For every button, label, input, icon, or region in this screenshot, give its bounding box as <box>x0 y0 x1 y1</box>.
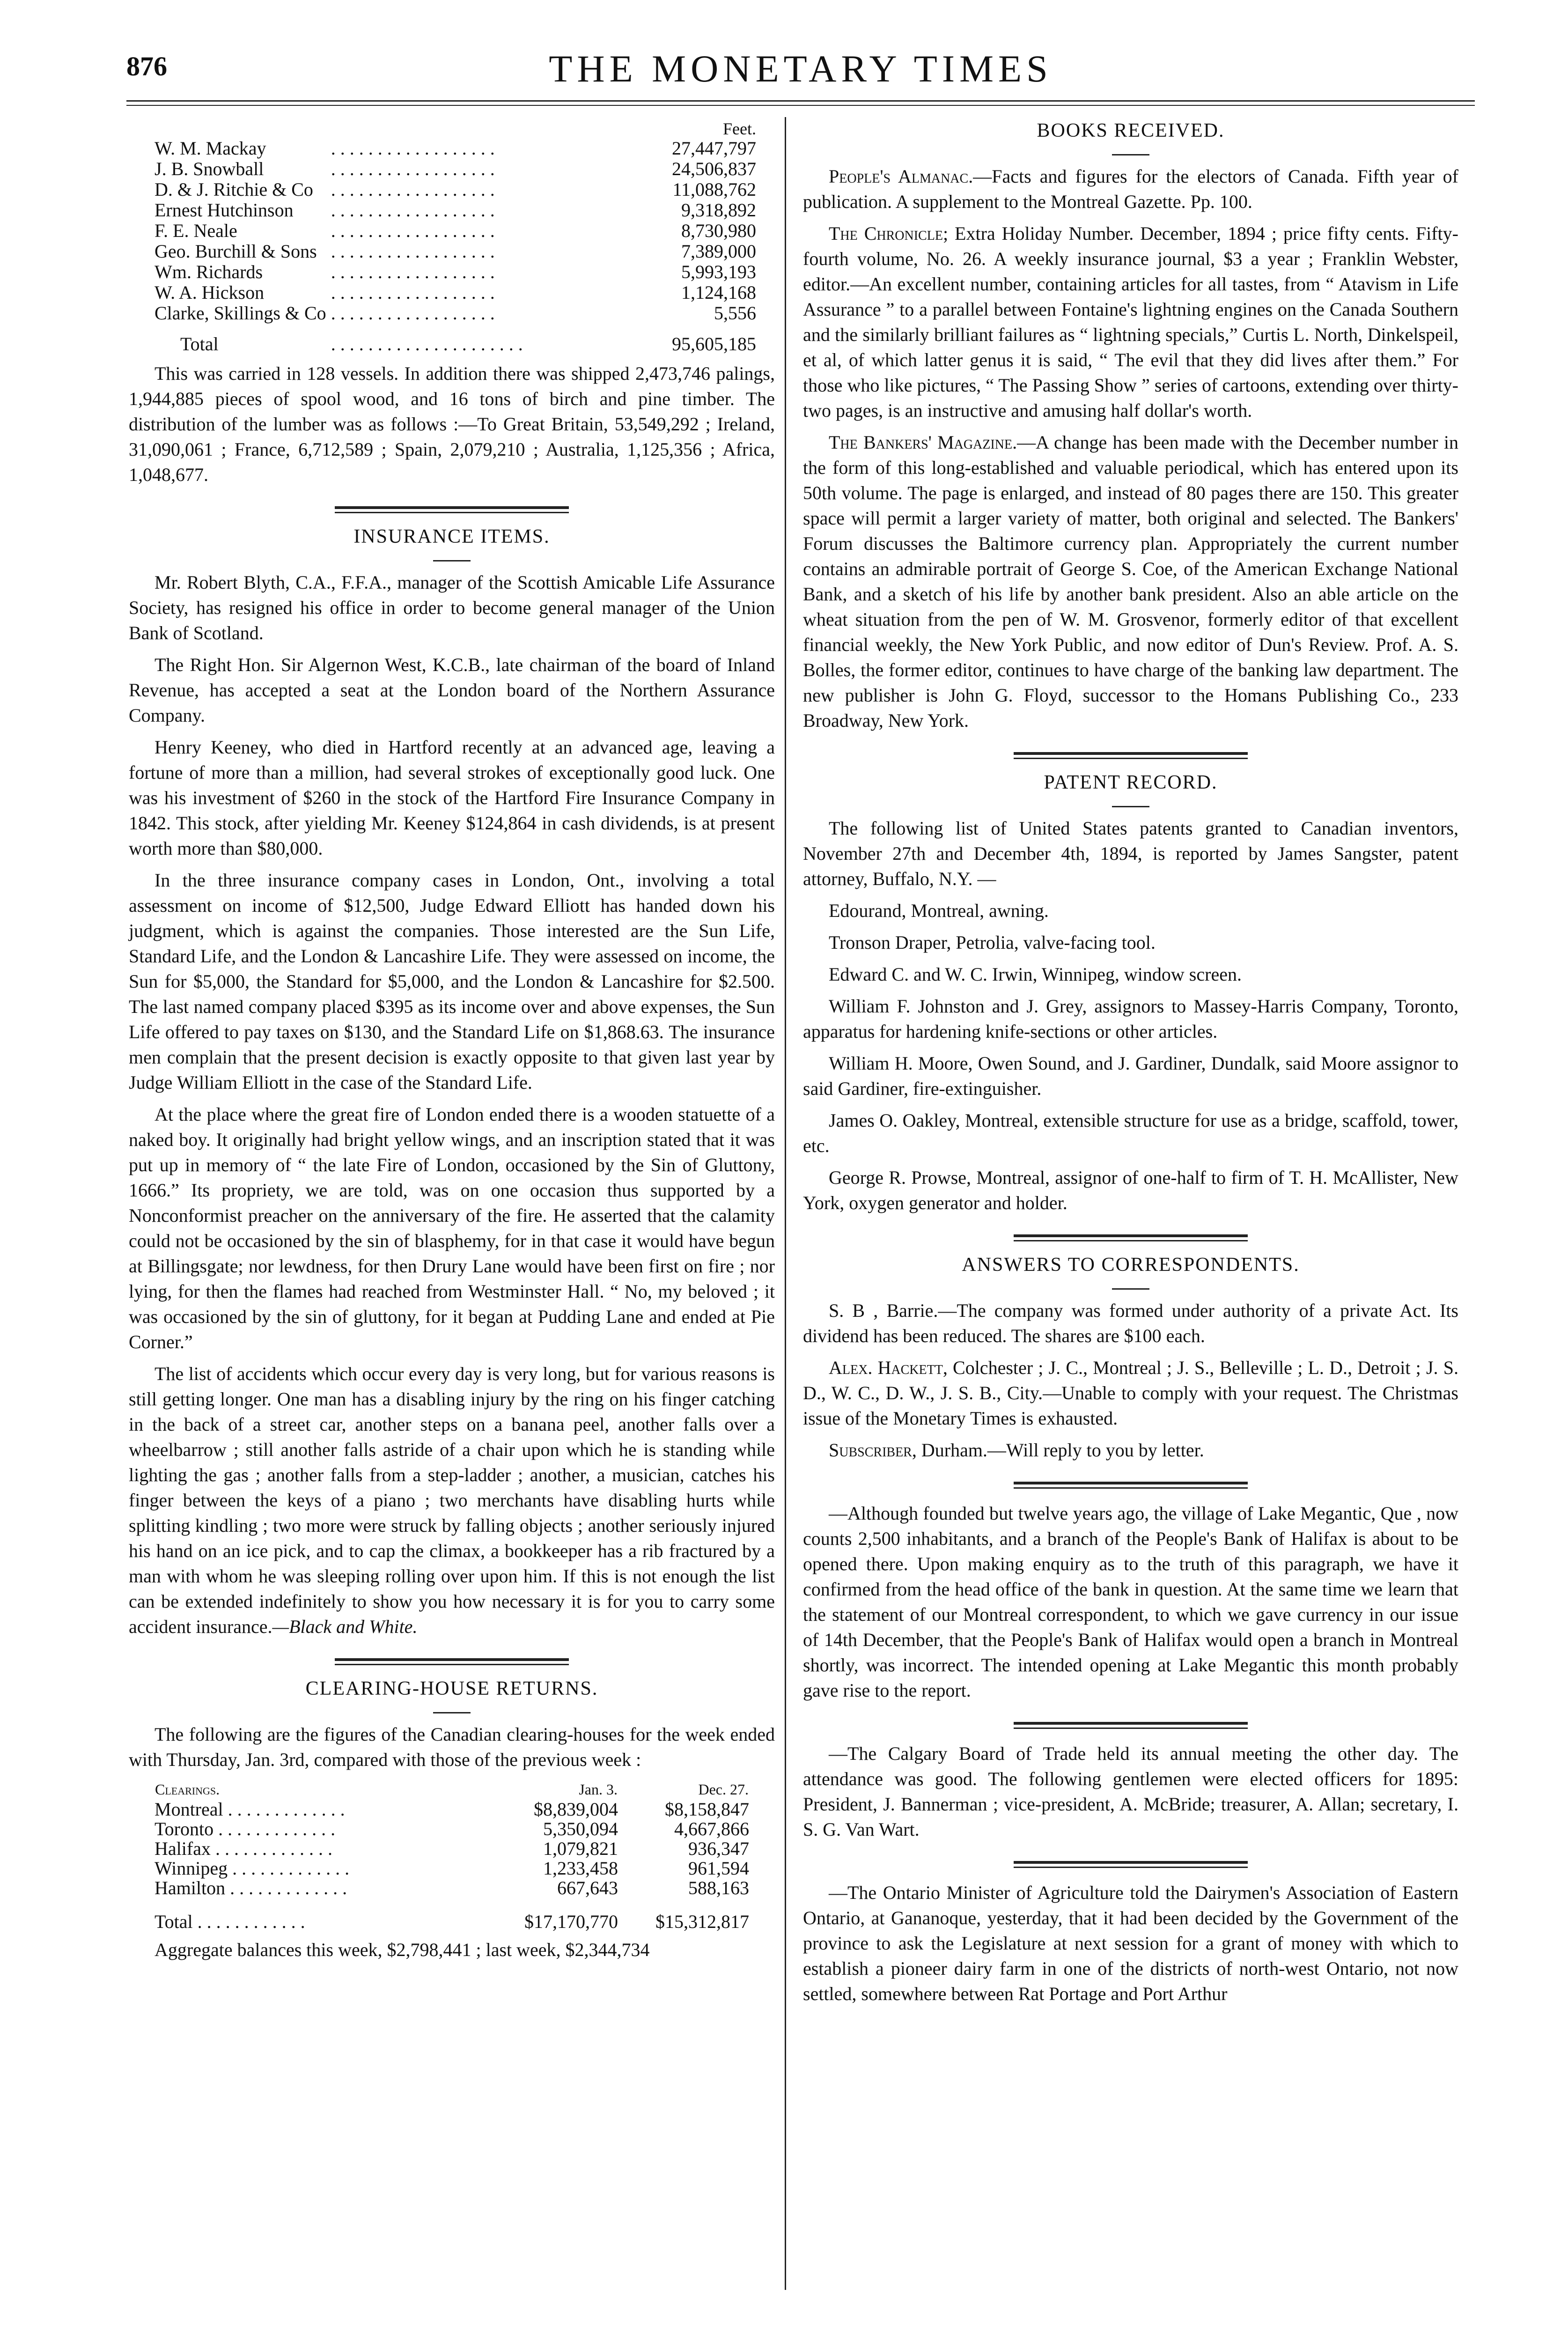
clearing-value-b: 588,163 <box>688 1877 749 1898</box>
section-rule <box>1014 1234 1248 1241</box>
header-rule <box>126 100 1475 102</box>
lumber-name: W. A. Hickson <box>155 282 265 303</box>
heading-rule <box>1112 1288 1149 1290</box>
insurance-para-4: In the three insurance company cases in London, Ont., involving a total assessment on income of $12,500, Judge Edward Elliott has handed down his judgment, which is against the companies. Those interested are the Sun Life, Standard Life, and the London & Lancashire Life. They were assessed on income, the Sun for $5,000, the Standard for $5,000, and the London & Lancashire for $2.500. The last named company placed $395 as its income over and above expenses, the Sun Life offered to pay taxes on $130, and the Standard Life on $1,868.63. The insurance men complain that the present decision is exactly opposite to that given last year by Judge William Elliott in the case of the Standard Life. <box>129 870 775 1093</box>
lumber-row <box>155 241 756 262</box>
clearing-total-b: $15,312,817 <box>655 1911 749 1932</box>
lumber-paragraph: This was carried in 128 vessels. In addition there was shipped 2,473,746 palings, 1,944,885 pieces of spool wood, and 16 tons of birch and pine timber. The distribution of the lumber was as follows :—To Great Britain, 53,549,292 ; Ireland, 31,090,061 ; France, 6,712,589 ; Spain, 2,079,210 ; Australia, 1,125,356 ; Africa, 1,048,677. <box>129 363 775 485</box>
page-header <box>126 47 1475 94</box>
lumber-value: 7,389,000 <box>681 241 756 262</box>
lumber-value: 5,556 <box>714 303 756 324</box>
patent-item: George R. Prowse, Montreal, assignor of one-half to firm of T. H. McAllister, New York, oxygen generator and holder. <box>803 1167 1458 1213</box>
spacer <box>803 1489 1458 1501</box>
clearing-city: Halifax . . . . . . . . . . . . . <box>155 1838 332 1859</box>
clearing-table <box>155 1779 749 1932</box>
clearing-value-a: 5,350,094 <box>543 1818 618 1839</box>
section-rule <box>1014 1861 1248 1868</box>
clearing-city: Montreal . . . . . . . . . . . . . <box>155 1799 345 1820</box>
clearing-row <box>155 1839 749 1859</box>
lumber-row <box>155 200 756 221</box>
lumber-table <box>155 138 756 354</box>
answer-3-text: , Durham.—Will reply to you by letter. <box>912 1440 1204 1461</box>
insurance-heading: INSURANCE ITEMS. <box>353 526 550 547</box>
book-entry-2-lead: The Chronicle <box>829 223 943 244</box>
leader-dots: . . . . . . . . . . . . . . . . . . <box>326 179 495 200</box>
clearing-row <box>155 1859 749 1878</box>
clearing-total-row <box>155 1898 749 1932</box>
lumber-name: J. B. Snowball <box>155 158 264 179</box>
patent-item: Edward C. and W. C. Irwin, Winnipeg, window screen. <box>829 964 1242 985</box>
clearing-intro: The following are the figures of the Canadian clearing-houses for the week ended with Thursday, Jan. 3rd, compared with those of the previous week : <box>129 1724 775 1770</box>
leader-dots: . . . . . . . . . . . . . . . . . . <box>326 138 495 159</box>
clearing-value-b: 4,667,866 <box>674 1818 749 1839</box>
leader-dots: . . . . . . . . . . . . . . . . . . <box>326 158 495 179</box>
lumber-name: W. M. Mackay <box>155 138 266 159</box>
clearing-row <box>155 1819 749 1839</box>
patent-intro: The following list of United States patents granted to Canadian inventors, November 27th and December 4th, 1894, is reported by James Sangster, patent attorney, Buffalo, N.Y. — <box>803 818 1458 889</box>
leader-dots: . . . . . . . . . . . . . . . . . . <box>326 220 495 241</box>
clearing-header-row <box>155 1779 749 1800</box>
book-entry-3-lead: The Bankers' Magazine. <box>829 432 1017 453</box>
section-rule <box>335 1658 569 1665</box>
clearing-row <box>155 1800 749 1819</box>
heading-rule <box>1112 154 1149 155</box>
clearing-total-label: Total . . . . . . . . . . . . <box>155 1911 305 1932</box>
spacer <box>803 1729 1458 1741</box>
page-number: 876 <box>126 51 167 81</box>
lumber-unit: Feet. <box>723 119 756 138</box>
leader-dots: . . . . . . . . . . . . . . . . . . <box>326 261 495 282</box>
leader-dots: . . . . . . . . . . . . . . . . . . <box>326 241 495 262</box>
clearing-row <box>155 1878 749 1898</box>
lumber-value: 27,447,797 <box>672 138 756 159</box>
section-rule <box>1014 1482 1248 1489</box>
book-entry-3-text: —A change has been made with the December number in the form of this long-established and valuable periodical, which has entered upon its 50th volume. The page is enlarged, and instead of 80 pages there are 150. This greater space will permit a larger variety of matter, both original and selected. The Bankers' Forum discusses the Baltimore currency plan. Appropriately the current number contains an admirable portrait of George S. Coe, of the American Exchange National Bank, and a sketch of his life by another bank president. Also an able article on the wheat situation from the pen of W. M. Grosvenor, formerly editor of that excellent financial weekly, the New York Public, and now editor of Dun's Review. Prof. A. S. Bolles, the former editor, continues to have charge of the banking law department. The new publisher is John G. Floyd, successor to the Homans Publishing Co., 233 Broadway, New York. <box>803 432 1459 731</box>
answer-3 <box>803 1438 1458 1463</box>
clearing-city: Winnipeg . . . . . . . . . . . . . <box>155 1858 350 1879</box>
lumber-value: 11,088,762 <box>672 179 756 200</box>
patent-heading: PATENT RECORD. <box>1044 772 1218 793</box>
lumber-row <box>155 179 756 200</box>
book-entry-1 <box>803 164 1458 214</box>
lumber-total-label: Total <box>180 333 219 354</box>
clearing-total-a: $17,170,770 <box>524 1911 618 1932</box>
lumber-value: 1,124,168 <box>681 282 756 303</box>
lumber-name: Geo. Burchill & Sons <box>155 241 317 262</box>
clearing-city: Hamilton . . . . . . . . . . . . . <box>155 1877 347 1898</box>
leader-dots: . . . . . . . . . . . . . . . . . . . . . <box>326 333 523 354</box>
lumber-row <box>155 303 756 324</box>
lumber-name: F. E. Neale <box>155 220 237 241</box>
insurance-credit: —Black and White. <box>272 1616 418 1637</box>
lumber-name: Ernest Hutchinson <box>155 199 294 221</box>
section-rule <box>335 506 569 513</box>
clearing-value-a: 667,643 <box>557 1877 618 1898</box>
insurance-para-3: Henry Keeney, who died in Hartford recently at an advanced age, leaving a fortune of more than a million, had several strokes of exceptionally good luck. One was his investment of $260 in the stock of the Hartford Fire Insurance Company in 1842. This stock, after yielding Mr. Keeney $124,864 in cash dividends, is at present worth more than $80,000. <box>129 737 775 859</box>
masthead-title: THE MONETARY TIMES <box>549 47 1053 90</box>
leader-dots: . . . . . . . . . . . . . . . . . . <box>326 282 495 303</box>
lumber-row <box>155 282 756 303</box>
patent-item: William H. Moore, Owen Sound, and J. Gardiner, Dundalk, said Moore assignor to said Gardiner, fire-extinguisher. <box>803 1053 1458 1099</box>
answer-2-text: , Colchester ; J. C., Montreal ; J. S., Belleville ; L. D., Detroit ; J. S. D., W. C., D. W., J. S. B., City.—Unable to comply with your request. The Christmas issue of the Monetary Times is exhausted. <box>803 1357 1458 1429</box>
clearing-col-1: Jan. 3. <box>579 1781 618 1798</box>
section-rule <box>1014 752 1248 759</box>
clearing-value-b: $8,158,847 <box>665 1799 749 1820</box>
clearing-aggregate: Aggregate balances this week, $2,798,441 ; last week, $2,344,734 <box>155 1939 650 1960</box>
lumber-value: 5,993,193 <box>681 261 756 282</box>
answer-3-lead: Subscriber <box>829 1440 912 1461</box>
insurance-para-2: The Right Hon. Sir Algernon West, K.C.B., late chairman of the board of Inland Revenue, has accepted a seat at the London board of the Northern Assurance Company. <box>129 654 775 726</box>
clearing-city: Toronto . . . . . . . . . . . . . <box>155 1818 336 1839</box>
heading-rule <box>433 1712 471 1713</box>
patent-item: William F. Johnston and J. Grey, assignors to Massey-Harris Company, Toronto, apparatus for hardening knife-sections or other articles. <box>803 996 1458 1042</box>
spacer <box>803 1868 1458 1880</box>
patent-item: Tronson Draper, Petrolia, valve-facing tool. <box>829 932 1156 953</box>
books-heading: BOOKS RECEIVED. <box>1037 120 1225 141</box>
insurance-para-1: Mr. Robert Blyth, C.A., F.F.A., manager of the Scottish Amicable Life Assurance Society, has resigned his office in order to become general manager of the Union Bank of Scotland. <box>129 572 775 643</box>
answers-heading: ANSWERS TO CORRESPONDENTS. <box>962 1254 1300 1276</box>
header-rule-thin <box>126 105 1475 106</box>
clearing-value-a: 1,233,458 <box>543 1858 618 1879</box>
book-entry-1-lead: People's Almanac. <box>829 166 973 187</box>
lumber-total-value: 95,605,185 <box>672 333 756 354</box>
lumber-row <box>155 221 756 241</box>
clearing-heading: CLEARING-HOUSE RETURNS. <box>305 1678 598 1699</box>
clearing-col-label: Clearings. <box>155 1781 220 1798</box>
book-entry-2-text: ; Extra Holiday Number. December, 1894 ; price fifty cents. Fifty-fourth volume, No. 26. A weekly insurance journal, $3 a year ; Franklin Webster, editor.—An excellent number, containing articles for all tastes, from “ Atavism in Life Assurance ” to a parallel between Fontaine's lightning engines on the Canada Southern and the similarly brilliant failures as “ lightning specials,” Curtis L. North, Dinkelspeil, et al, of which latter genus it is said, “ The evil that they did lives after them.” For those who like pictures, “ The Passing Show ” series of cartoons, extending over thirty-two pages, is an instructive and amusing half dollar's worth. <box>803 223 1458 421</box>
lumber-name: Clarke, Skillings & Co <box>155 303 326 324</box>
answer-2 <box>803 1355 1458 1431</box>
clearing-city-name: Toronto <box>155 1818 214 1839</box>
answer-1: S. B , Barrie.—The company was formed under authority of a private Act. Its dividend has been reduced. The shares are $100 each. <box>803 1300 1458 1346</box>
right-column <box>803 119 1458 2013</box>
heading-rule <box>433 560 471 561</box>
column-separator <box>785 117 786 2290</box>
clearing-city-name: Halifax <box>155 1838 211 1859</box>
clearing-city-name: Winnipeg <box>155 1858 228 1879</box>
section-rule <box>1014 1722 1248 1729</box>
patent-list <box>803 898 1458 1216</box>
lumber-table-wrap <box>155 138 756 354</box>
leader-dots: . . . . . . . . . . . . . . . . . . <box>326 303 495 324</box>
patent-item: Edourand, Montreal, awning. <box>829 900 1049 921</box>
left-column <box>129 119 775 1962</box>
lumber-value: 9,318,892 <box>681 199 756 221</box>
clearing-value-a: 1,079,821 <box>543 1838 618 1859</box>
lumber-value: 8,730,980 <box>681 220 756 241</box>
book-entry-1-text: —Facts and figures for the electors of Canada. Fifth year of publication. A supplement to the Montreal Gazette. Pp. 100. <box>803 166 1458 212</box>
lumber-value: 24,506,837 <box>672 158 756 179</box>
lumber-total-row <box>155 324 756 354</box>
book-entry-2 <box>803 221 1458 423</box>
book-entry-3 <box>803 430 1458 733</box>
lumber-row <box>155 262 756 282</box>
patent-item: James O. Oakley, Montreal, extensible structure for use as a bridge, scaffold, tower, etc. <box>803 1110 1458 1156</box>
clearing-col-2: Dec. 27. <box>698 1781 749 1798</box>
lumber-row <box>155 159 756 179</box>
lumber-row <box>155 138 756 159</box>
note-3: —The Ontario Minister of Agriculture told the Dairymen's Association of Eastern Ontario, at Gananoque, yesterday, that it had been decided by the Government of the province to ask the Legislature at next session for a grant of money with which to establish a pioneer dairy farm in one of the districts of north-west Ontario, not now settled, somewhere between Rat Portage and Port Arthur <box>803 1882 1458 2004</box>
note-2: —The Calgary Board of Trade held its annual meeting the other day. The attendance was good. The following gentlemen were elected officers for 1895: President, J. Bannerman ; vice-president, A. McBride; treasurer, A. Allan; secretary, I. S. G. Van Wart. <box>803 1743 1458 1840</box>
clearing-value-a: $8,839,004 <box>534 1799 618 1820</box>
clearing-total-text: Total <box>155 1911 193 1932</box>
lumber-name: Wm. Richards <box>155 261 263 282</box>
answer-2-lead: Alex. Hackett <box>829 1357 943 1378</box>
insurance-para-6 <box>129 1361 775 1639</box>
clearing-value-b: 961,594 <box>688 1858 749 1879</box>
leader-dots: . . . . . . . . . . . . . . . . . . <box>326 199 495 221</box>
insurance-para-6-text: The list of accidents which occur every day is very long, but for various reasons is still getting longer. One man has a disabling injury by the ring on his finger catching in the back of a street car, another steps on a banana peel, another falls over a wheelbarrow ; still another falls astride of a chair upon which he is standing while lighting the gas ; another falls from a step-ladder ; another, a musician, catches his finger between the keys of a piano ; two merchants have disabling hurts while splitting kindling ; two more were struck by falling objects ; another seriously injured his hand on an ice pick, and to cap the climax, a bookkeeper has a rib fractured by a man with whom he was sleeping rolling over upon him. If this is not enough the list can be extended indefinitely to show you how necessary it is for you to carry some accident insurance. <box>129 1363 775 1637</box>
clearing-value-b: 936,347 <box>688 1838 749 1859</box>
clearing-city-name: Hamilton <box>155 1877 226 1898</box>
lumber-name: D. & J. Ritchie & Co <box>155 179 313 200</box>
note-1: —Although founded but twelve years ago, the village of Lake Megantic, Que , now counts 2,500 inhabitants, and a branch of the People's Bank of Halifax is about to be opened there. Upon making enquiry as to the truth of this paragraph, we have it confirmed from the head office of the bank in question. At the same time we learn that the statement of our Montreal correspondent, to which we gave currency in our issue of 14th December, that the People's Bank of Halifax would open a branch in Montreal shortly, was incorrect. The intended opening at Lake Megantic this month probably gave rise to the report. <box>803 1503 1458 1701</box>
heading-rule <box>1112 806 1149 807</box>
clearing-city-name: Montreal <box>155 1799 223 1820</box>
insurance-para-5: At the place where the great fire of London ended there is a wooden statuette of a naked boy. It originally had bright yellow wings, and an inscription stated that it was put up in memory of “ the late Fire of London, occasioned by the Sin of Gluttony, 1666.” Its propriety, we are told, was on one occasion thus supported by a Nonconformist preacher on the anniversary of the fire. He asserted that the calamity could not be occasioned by the sin of blasphemy, for in that case it would have begun at Billingsgate; nor lewdness, for then Drury Lane would have been first on fire ; nor lying, for then the flames had reached from Westminster Hall. “ No, my beloved ; it was occasioned by the sin of gluttony, for it began at Pudding Lane and ended at Pie Corner.” <box>129 1104 775 1352</box>
